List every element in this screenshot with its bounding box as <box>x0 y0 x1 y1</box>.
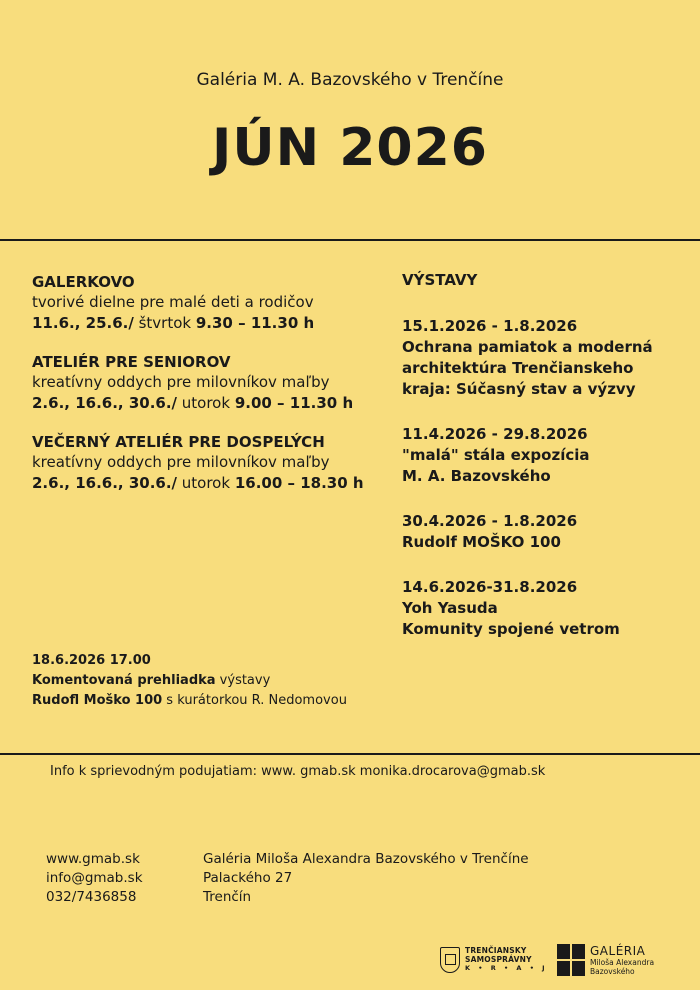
event-tour-rest: výstavy <box>215 673 271 688</box>
event-exhibition-rest: s kurátorkou R. Nedomovou <box>162 693 347 708</box>
event-line-tour <box>32 671 392 691</box>
crest-icon <box>440 947 460 973</box>
exhibition-item <box>402 511 692 553</box>
gmab-line: Miloša Alexandra <box>590 957 655 967</box>
gmab-line: Bazovského <box>590 966 635 976</box>
event-datetime: 18.6.2026 17.00 <box>32 653 151 668</box>
tsk-line: SAMOSPRÁVNY <box>465 954 532 964</box>
program-dates: 2.6., 16.6., 30.6./ <box>32 474 178 492</box>
event-tour-label: Komentovaná prehliadka <box>32 673 216 688</box>
gmab-logo-text <box>590 945 654 976</box>
tsk-line: TRENČIANSKY <box>465 946 527 956</box>
divider-bottom <box>0 753 700 755</box>
gmab-line: GALÉRIA <box>590 943 646 958</box>
contact-phone: 032/7436858 <box>46 889 137 905</box>
contact-web: www.gmab.sk <box>46 851 140 867</box>
exhibition-title-line: "malá" stála expozícia <box>402 446 590 464</box>
exhibition-dates: 30.4.2026 - 1.8.2026 <box>402 512 578 530</box>
program-title: GALERKOVO <box>32 273 135 291</box>
exhibitions-column <box>402 270 692 664</box>
exhibition-dates: 15.1.2026 - 1.8.2026 <box>402 317 578 335</box>
program-title: ATELIÉR PRE SENIOROV <box>32 353 231 371</box>
program-time: 16.00 – 18.30 h <box>234 474 364 492</box>
contact-email: info@gmab.sk <box>46 870 143 886</box>
guided-tour-event <box>32 651 392 711</box>
exhibition-title-line: architektúra Trenčianskeho <box>402 359 634 377</box>
program-schedule <box>32 312 392 334</box>
month-title: JÚN 2026 <box>212 118 488 178</box>
address-name: Galéria Miloša Alexandra Bazovského v Trenčíne <box>203 851 529 867</box>
programs-column <box>32 272 392 512</box>
gallery-name: Galéria M. A. Bazovského v Trenčíne <box>196 70 504 90</box>
address-block <box>203 850 529 907</box>
exhibition-title-line: Ochrana pamiatok a moderná <box>402 338 653 356</box>
program-evening-atelier <box>32 432 392 494</box>
program-time: 9.30 – 11.30 h <box>195 314 315 332</box>
exhibition-item <box>402 577 692 640</box>
program-time: 9.00 – 11.30 h <box>234 394 354 412</box>
exhibition-dates: 11.4.2026 - 29.8.2026 <box>402 425 588 443</box>
program-day: utorok <box>177 394 235 412</box>
event-line-exhibition <box>32 691 392 711</box>
exhibition-item <box>402 424 692 487</box>
tsk-line: K • R • A • J <box>465 964 548 973</box>
tsk-logo <box>440 942 550 978</box>
exhibition-title-line: Yoh Yasuda <box>402 599 498 617</box>
address-street: Palackého 27 <box>203 870 293 886</box>
program-title: VEČERNÝ ATELIÉR PRE DOSPELÝCH <box>32 433 325 451</box>
program-day: utorok <box>177 474 235 492</box>
divider-top <box>0 239 700 241</box>
exhibition-title-line: Rudolf MOŠKO 100 <box>402 533 561 551</box>
exhibition-title-line: kraja: Súčasný stav a výzvy <box>402 380 636 398</box>
gmab-mark-icon <box>557 944 585 976</box>
exhibitions-heading: VÝSTAVY <box>402 271 478 289</box>
program-description: kreatívny oddych pre milovníkov maľby <box>32 453 330 471</box>
gmab-logo <box>557 942 654 978</box>
tsk-logo-text <box>465 947 548 973</box>
program-schedule <box>32 472 392 494</box>
program-dates: 2.6., 16.6., 30.6./ <box>32 394 178 412</box>
contact-block <box>46 850 143 907</box>
program-schedule <box>32 392 392 414</box>
event-exhibition-label: Rudofl Moško 100 <box>32 693 163 708</box>
program-description: tvorivé dielne pre malé deti a rodičov <box>32 293 314 311</box>
exhibition-dates: 14.6.2026-31.8.2026 <box>402 578 578 596</box>
program-atelier-seniors <box>32 352 392 414</box>
program-description: kreatívny oddych pre milovníkov maľby <box>32 373 330 391</box>
program-galerkovo <box>32 272 392 334</box>
address-city: Trenčín <box>203 889 252 905</box>
exhibition-item <box>402 316 692 400</box>
program-day: štvrtok <box>133 314 196 332</box>
info-line: Info k sprievodným podujatiam: www. gmab.sk monika.drocarova@gmab.sk <box>50 764 546 779</box>
exhibition-title-line: M. A. Bazovského <box>402 467 551 485</box>
exhibition-title-line: Komunity spojené vetrom <box>402 620 620 638</box>
program-dates: 11.6., 25.6./ <box>32 314 134 332</box>
